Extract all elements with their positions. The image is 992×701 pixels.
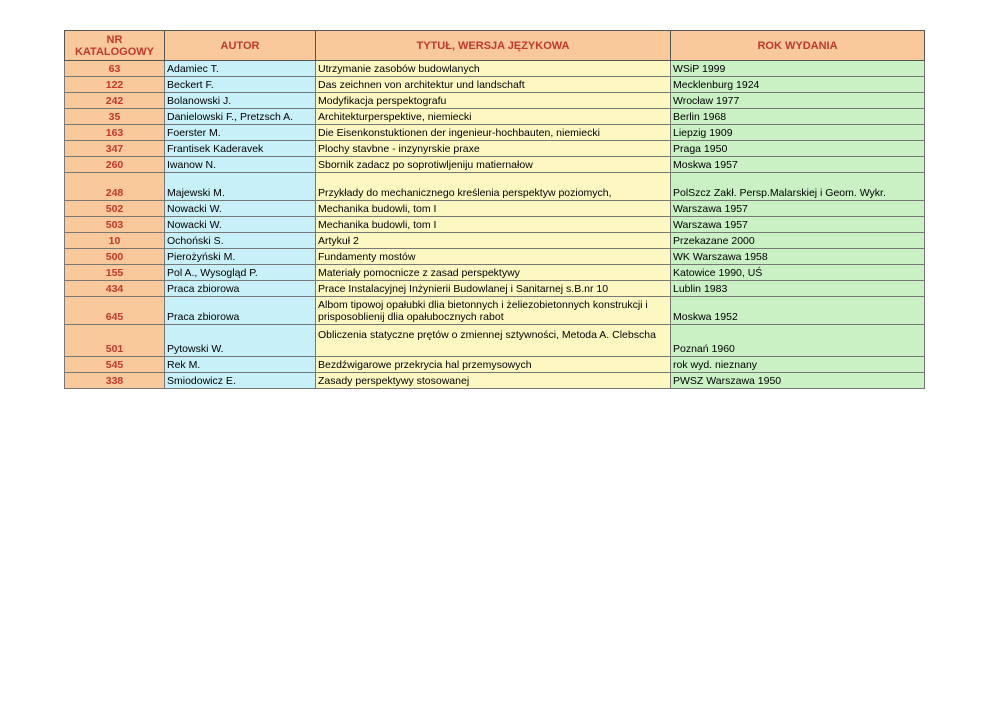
nr-cell: 502 — [65, 201, 165, 217]
nr-cell: 35 — [65, 109, 165, 125]
autor-cell: Beckert F. — [165, 77, 316, 93]
autor-cell: Rek M. — [165, 357, 316, 373]
rok-cell: Berlin 1968 — [671, 109, 925, 125]
autor-cell: Praca zbiorowa — [165, 297, 316, 325]
autor-cell: Adamiec T. — [165, 61, 316, 77]
autor-cell: Bolanowski J. — [165, 93, 316, 109]
nr-cell: 347 — [65, 141, 165, 157]
nr-cell: 338 — [65, 373, 165, 389]
autor-cell: Frantisek Kaderavek — [165, 141, 316, 157]
rok-cell: Poznań 1960 — [671, 325, 925, 357]
table-row — [65, 77, 925, 93]
header-row — [65, 31, 925, 61]
table-row — [65, 141, 925, 157]
nr-cell: 155 — [65, 265, 165, 281]
rok-cell: rok wyd. nieznany — [671, 357, 925, 373]
header-nr-katalogowy — [65, 31, 165, 61]
table-row — [65, 249, 925, 265]
rok-cell: Warszawa 1957 — [671, 201, 925, 217]
tytul-cell: Mechanika budowli, tom I — [316, 217, 671, 233]
nr-cell: 503 — [65, 217, 165, 233]
tytul-cell: Zasady perspektywy stosowanej — [316, 373, 671, 389]
rok-cell: Mecklenburg 1924 — [671, 77, 925, 93]
nr-cell: 501 — [65, 325, 165, 357]
nr-cell: 163 — [65, 125, 165, 141]
table-row — [65, 93, 925, 109]
tytul-cell: Mechanika budowli, tom I — [316, 201, 671, 217]
table-row — [65, 233, 925, 249]
table-row — [65, 109, 925, 125]
table-row — [65, 61, 925, 77]
autor-cell: Iwanow N. — [165, 157, 316, 173]
table-row — [65, 357, 925, 373]
header-tytul: TYTUŁ, WERSJA JĘZYKOWA — [316, 31, 671, 61]
tytul-cell: Artykuł 2 — [316, 233, 671, 249]
rok-cell: Liepzig 1909 — [671, 125, 925, 141]
header-rok-wydania: ROK WYDANIA — [671, 31, 925, 61]
tytul-cell: Plochy stavbne - inzynyrskie praxe — [316, 141, 671, 157]
rok-cell: Katowice 1990, UŚ — [671, 265, 925, 281]
nr-cell: 248 — [65, 173, 165, 201]
autor-cell: Smiodowicz E. — [165, 373, 316, 389]
tytul-cell: Die Eisenkonstuktionen der ingenieur-hochbauten, niemiecki — [316, 125, 671, 141]
table-row — [65, 281, 925, 297]
autor-cell: Pierożyński M. — [165, 249, 316, 265]
table-row — [65, 201, 925, 217]
nr-cell: 63 — [65, 61, 165, 77]
nr-cell: 500 — [65, 249, 165, 265]
rok-cell: WK Warszawa 1958 — [671, 249, 925, 265]
rok-cell: Moskwa 1952 — [671, 297, 925, 325]
tytul-cell: Bezdźwigarowe przekrycia hal przemysowych — [316, 357, 671, 373]
tytul-cell: Albom tipowoj opałubki dlia bietonnych i żeliezobietonnych konstrukcji i prisposoblienij dlia opałubocznych rabot — [316, 297, 671, 325]
autor-cell: Ochoński S. — [165, 233, 316, 249]
tytul-cell: Przykłady do mechanicznego kreślenia perspektyw poziomych, — [316, 173, 671, 201]
tytul-cell: Prace Instalacyjnej Inżynierii Budowlanej i Sanitarnej s.B.nr 10 — [316, 281, 671, 297]
header-nr-line2: KATALOGOWY — [74, 45, 155, 58]
table-row — [65, 173, 925, 201]
rok-cell: PWSZ Warszawa 1950 — [671, 373, 925, 389]
autor-cell: Praca zbiorowa — [165, 281, 316, 297]
nr-cell: 242 — [65, 93, 165, 109]
rok-cell: Moskwa 1957 — [671, 157, 925, 173]
rok-cell: WSiP 1999 — [671, 61, 925, 77]
header-nr-line1: NR — [106, 33, 123, 46]
nr-cell: 645 — [65, 297, 165, 325]
table-row — [65, 325, 925, 357]
tytul-cell: Das zeichnen von architektur und landschaft — [316, 77, 671, 93]
table-row — [65, 125, 925, 141]
rok-cell: Przekazane 2000 — [671, 233, 925, 249]
nr-cell: 434 — [65, 281, 165, 297]
table-row — [65, 157, 925, 173]
rok-cell: Lublin 1983 — [671, 281, 925, 297]
tytul-cell: Obliczenia statyczne prętów o zmiennej sztywności, Metoda A. Clebscha — [316, 325, 671, 357]
table-row — [65, 297, 925, 325]
autor-cell: Pol A., Wysogląd P. — [165, 265, 316, 281]
nr-cell: 545 — [65, 357, 165, 373]
rok-cell: PolSzcz Zakł. Persp.Malarskiej i Geom. Wykr. — [671, 173, 925, 201]
nr-cell: 260 — [65, 157, 165, 173]
nr-cell: 122 — [65, 77, 165, 93]
tytul-cell: Materiały pomocnicze z zasad perspektywy — [316, 265, 671, 281]
autor-cell: Foerster M. — [165, 125, 316, 141]
autor-cell: Pytowski W. — [165, 325, 316, 357]
tytul-cell: Sbornik zadacz po soprotiwljeniju matiernałow — [316, 157, 671, 173]
table-row — [65, 265, 925, 281]
catalog-table — [64, 30, 925, 389]
autor-cell: Danielowski F., Pretzsch A. — [165, 109, 316, 125]
rok-cell: Praga 1950 — [671, 141, 925, 157]
tytul-cell: Modyfikacja perspektografu — [316, 93, 671, 109]
rok-cell: Wrocław 1977 — [671, 93, 925, 109]
header-autor: AUTOR — [165, 31, 316, 61]
autor-cell: Majewski M. — [165, 173, 316, 201]
nr-cell: 10 — [65, 233, 165, 249]
table-row — [65, 217, 925, 233]
autor-cell: Nowacki W. — [165, 201, 316, 217]
table-row — [65, 373, 925, 389]
tytul-cell: Architekturperspektive, niemiecki — [316, 109, 671, 125]
tytul-cell: Fundamenty mostów — [316, 249, 671, 265]
rok-cell: Warszawa 1957 — [671, 217, 925, 233]
tytul-cell: Utrzymanie zasobów budowlanych — [316, 61, 671, 77]
autor-cell: Nowacki W. — [165, 217, 316, 233]
